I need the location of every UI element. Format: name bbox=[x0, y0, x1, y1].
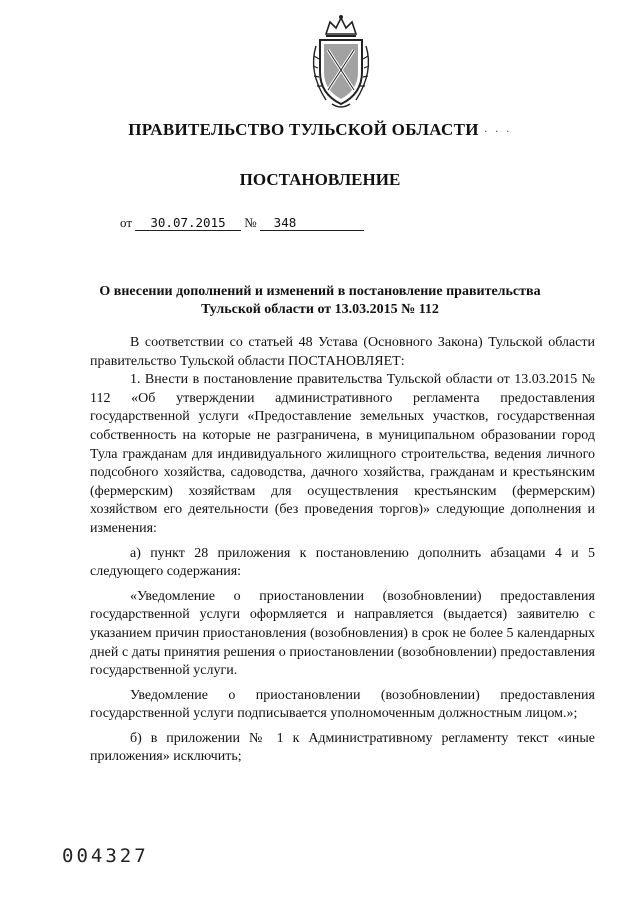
serial-number-stamp: 004327 bbox=[62, 845, 149, 867]
number-label: № bbox=[244, 215, 257, 230]
document-type-heading: ПОСТАНОВЛЕНИЕ bbox=[239, 170, 401, 189]
document-subject bbox=[60, 283, 580, 319]
body-paragraph-3: а) пункт 28 приложения к постановлению дополнить абзацами 4 и 5 следующего содержания: bbox=[90, 545, 595, 580]
document-meta bbox=[120, 215, 364, 231]
document-body bbox=[90, 334, 595, 767]
body-paragraph-4: «Уведомление о приостановлении (возобновлении) предоставления государственной услуги оформляется и направляется (выдается) заявителю с указанием причин приостановления (возобновления) в срок не более 5 календарных дней с даты принятия решения о приостановлении (возобновлении) предоставления государственной услуги. bbox=[90, 588, 595, 679]
document-date: 30.07.2015 bbox=[135, 215, 241, 231]
document-number: 348 bbox=[260, 215, 364, 231]
body-paragraph-6: б) в приложении № 1 к Административному регламенту текст «иные приложения» исключить; bbox=[90, 730, 595, 765]
body-paragraph-5: Уведомление о приостановлении (возобновлении) предоставления государственной услуги подписывается уполномоченным должностным лицом.»; bbox=[90, 687, 595, 722]
tula-coat-of-arms-icon bbox=[306, 12, 376, 112]
date-label: от bbox=[120, 215, 133, 230]
subject-line-1: О внесении дополнений и изменений в постановление правительства bbox=[99, 284, 541, 299]
body-paragraph-1: В соответствии со статьей 48 Устава (Основного Закона) Тульской области правительство Тульской области ПОСТАНОВЛЯЕТ: bbox=[90, 335, 595, 369]
body-paragraph-2: 1. Внести в постановление правительства Тульской области от 13.03.2015 № 112 «Об утверждении административного регламента предоставления государственной услуги «Предоставление земельных участков, государственная собственность на которые не разграничена, в муниципальном образовании город Тула гражданам для индивидуального жилищного строительства, ведения личного подсобного хозяйства, садоводства, дачного хозяйства, гражданам и крестьянским (фермерским) хозяйствам для осуществления крестьянским (фермерским) хозяйством его деятельности (без проведения торгов)» следующие дополнения и изменения: bbox=[90, 372, 595, 536]
government-heading: ПРАВИТЕЛЬСТВО ТУЛЬСКОЙ ОБЛАСТИ · · · bbox=[128, 120, 512, 139]
subject-line-2: Тульской области от 13.03.2015 № 112 bbox=[201, 302, 439, 317]
